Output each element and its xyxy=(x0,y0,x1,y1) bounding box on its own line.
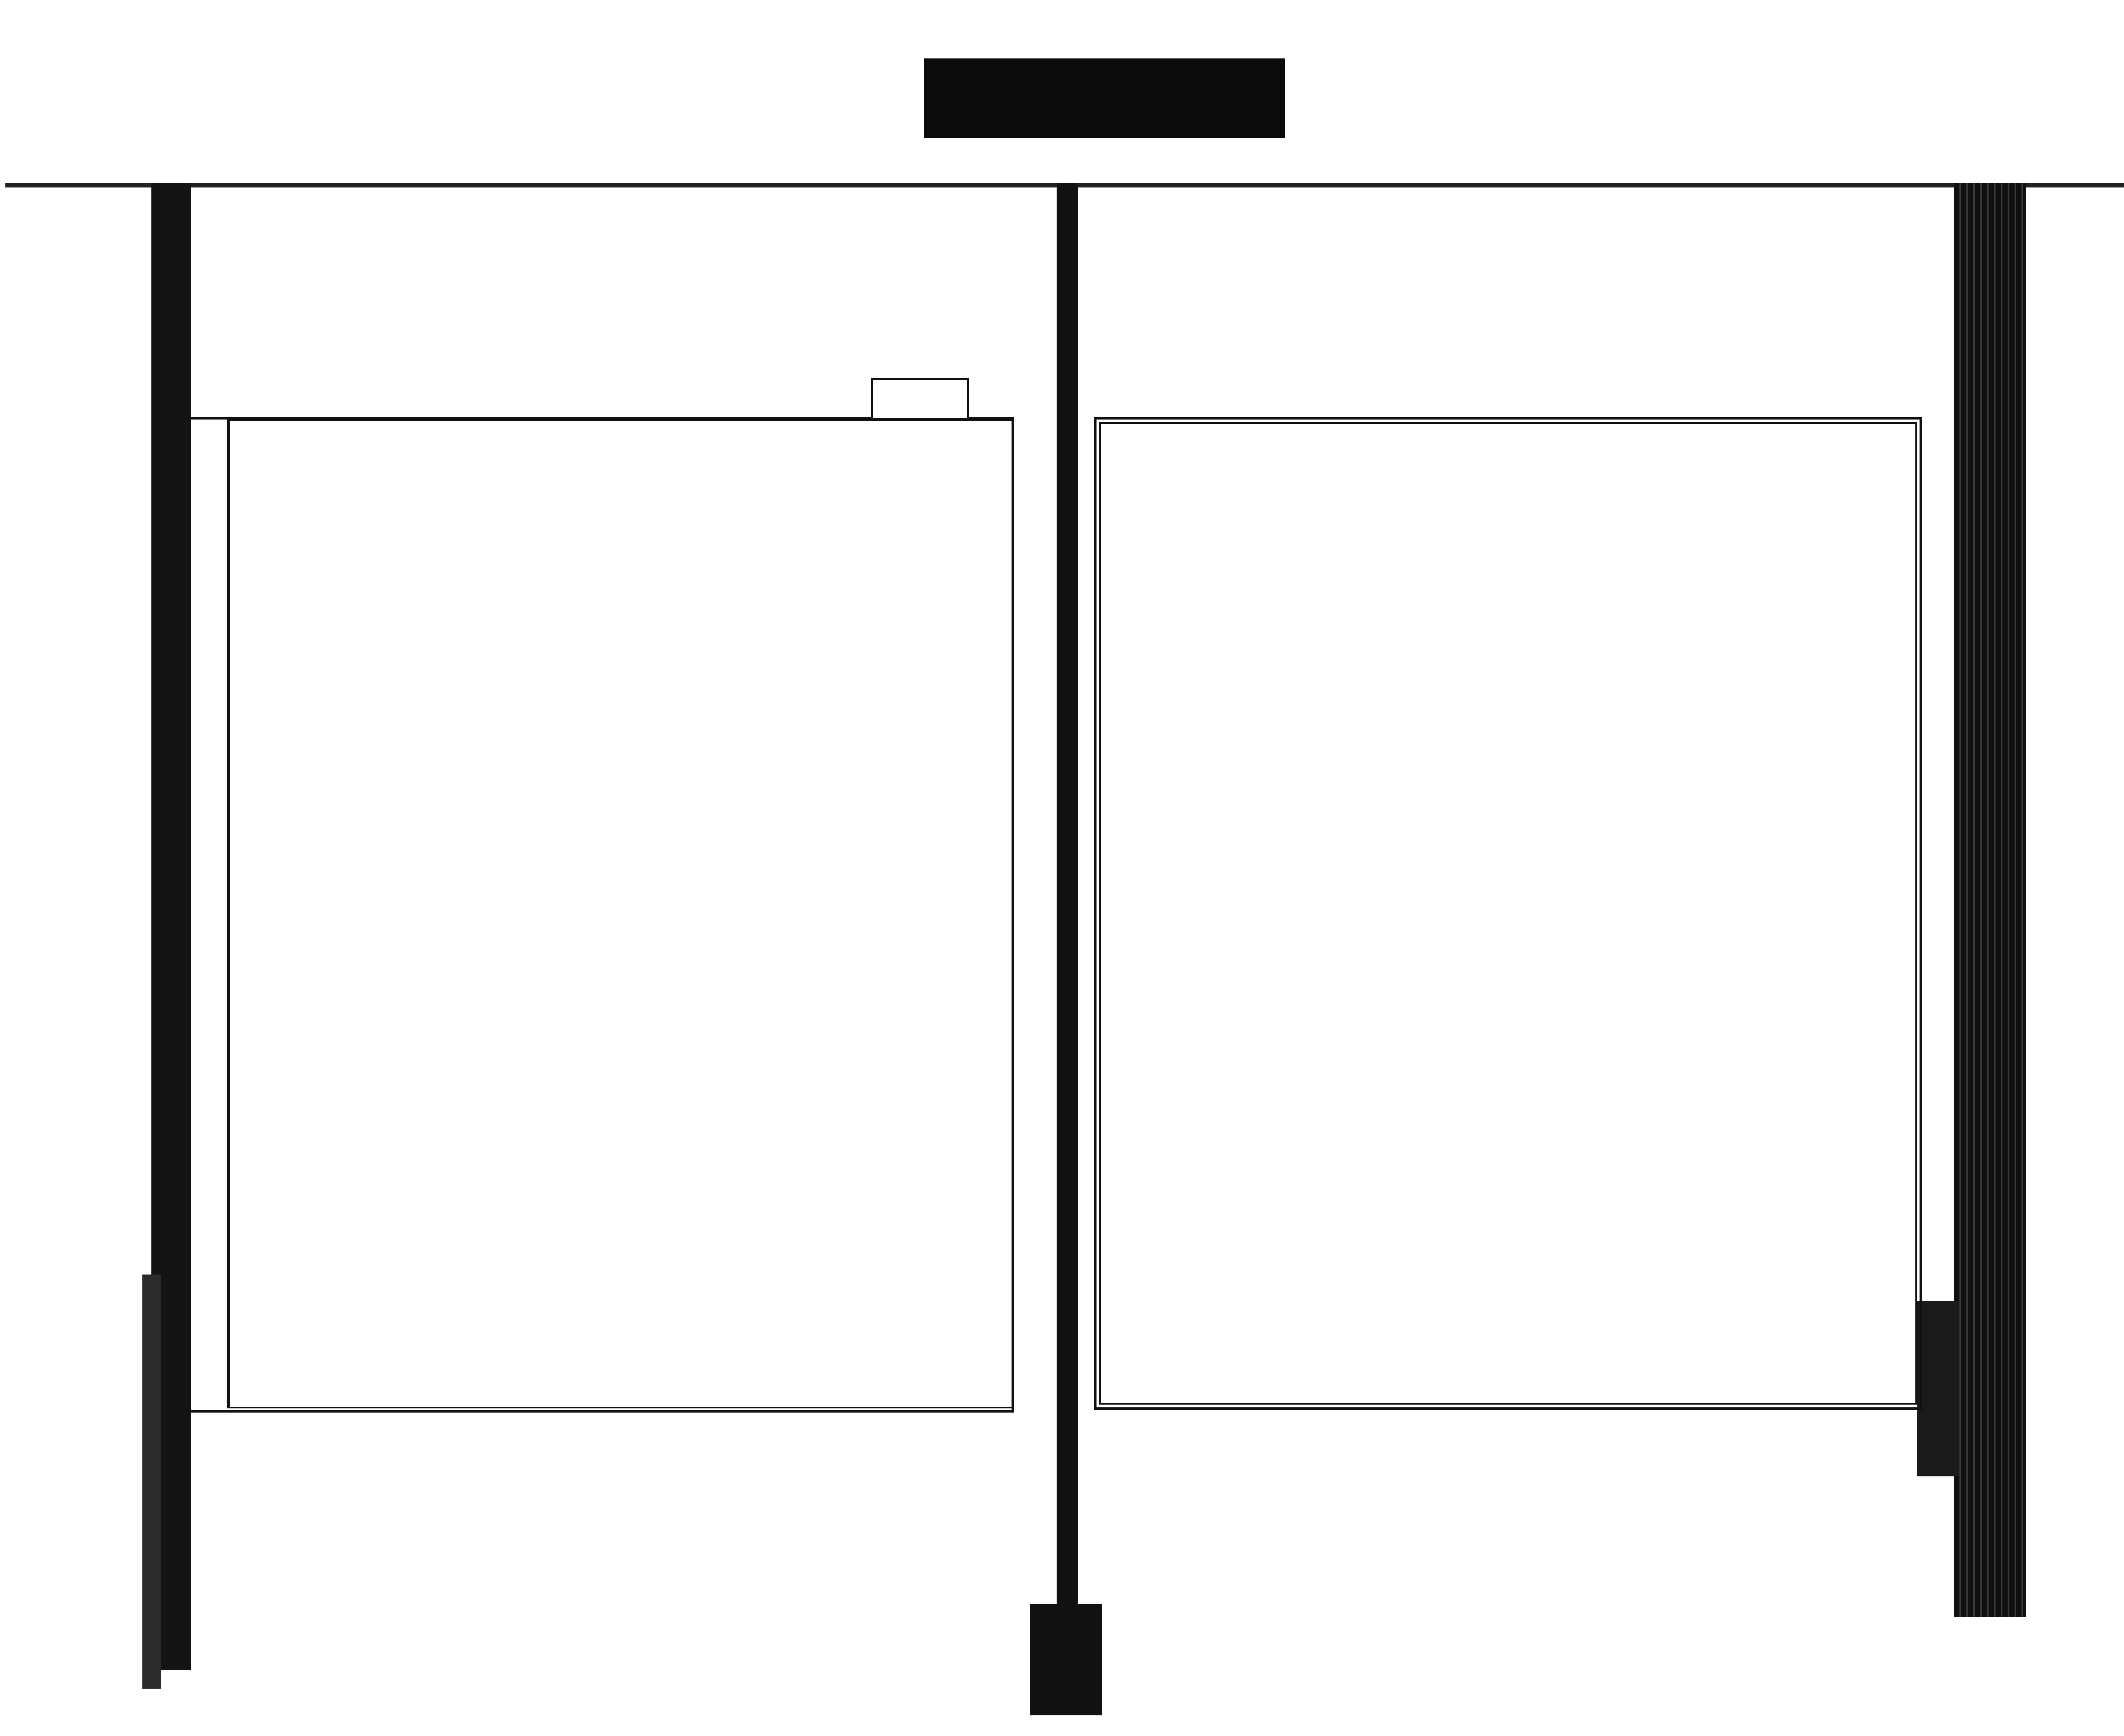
right-page-edge-shadow xyxy=(1917,1301,1959,1476)
book-spine-base xyxy=(1030,1604,1102,1715)
left-page-edge-shadow xyxy=(142,1275,161,1689)
left-page-margin-rule xyxy=(196,420,228,1408)
book-spine xyxy=(1057,183,1078,1691)
right-page-text-frame xyxy=(1099,422,1917,1405)
archive-number-label xyxy=(924,58,1285,138)
right-page-edge xyxy=(1954,183,2026,1617)
left-page-text-frame xyxy=(228,420,1014,1408)
page-number-tab xyxy=(871,378,969,418)
